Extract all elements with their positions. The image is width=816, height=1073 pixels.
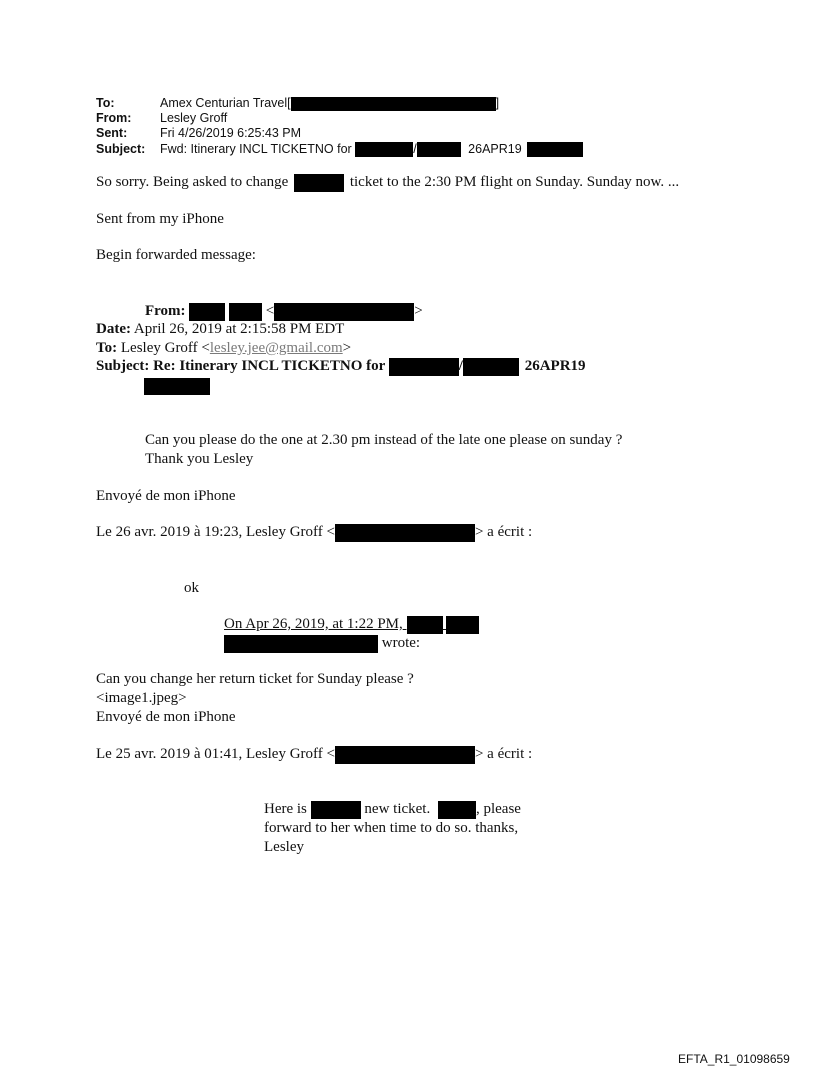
quote2-wrote: wrote:	[381, 635, 421, 651]
quote1-prefix: Le 26 avr. 2019 à 19:23, Lesley Groff <	[96, 524, 335, 540]
quote2-line-1	[224, 615, 479, 634]
subject-label: Subject:	[96, 142, 146, 156]
begin-forwarded: Begin forwarded message:	[96, 247, 256, 263]
from-value: Lesley Groff	[160, 111, 228, 125]
sent-from: Sent from my iPhone	[96, 211, 224, 227]
fwd-date-value: April 26, 2019 at 2:15:58 PM EDT	[133, 321, 345, 337]
redaction-block	[274, 303, 414, 321]
reply1-line-2: Thank you Lesley	[145, 451, 254, 467]
fwd-subject	[96, 357, 586, 376]
quote1-suffix: > a écrit :	[474, 524, 533, 540]
final-text: new ticket.	[364, 801, 431, 817]
fwd-to-email-link[interactable]: lesley.jee@gmail.com	[209, 340, 343, 356]
quote2-line-2	[224, 634, 420, 653]
final-line-2: forward to her when time to do so. thanks,	[264, 820, 519, 836]
message-line-1	[96, 173, 679, 192]
reply2-line-1: Can you change her return ticket for Sunday please ?	[96, 671, 414, 687]
fwd-date-label: Date:	[96, 321, 131, 337]
fwd-subject-slash: /	[458, 358, 463, 374]
subject-slash: /	[413, 142, 417, 156]
fwd-subject-redaction	[144, 377, 210, 395]
redaction-block	[144, 378, 210, 395]
redaction-block	[224, 635, 378, 653]
fwd-subject-date: 26APR19	[524, 358, 586, 374]
message-text: ticket to the 2:30 PM flight on Sunday. Sunday now. ...	[349, 174, 680, 190]
redaction-block	[417, 142, 461, 157]
redaction-block	[407, 616, 443, 634]
header-from	[96, 111, 227, 126]
redaction-block	[311, 801, 361, 819]
quote1-line	[96, 523, 532, 542]
fwd-to-close: >	[342, 340, 352, 356]
final-text: , please	[475, 801, 521, 817]
fwd-to-name: Lesley Groff <	[120, 340, 210, 356]
redaction-block	[438, 801, 476, 819]
final-line-3: Lesley	[264, 839, 304, 855]
reply2-line-2: <image1.jpeg>	[96, 690, 187, 706]
ok-text: ok	[184, 580, 199, 596]
subject-value: Fwd: Itinerary INCL TICKETNO for	[160, 142, 352, 156]
from-label: From:	[96, 111, 132, 125]
reply2-line-3: Envoyé de mon iPhone	[96, 709, 236, 725]
to-close: ]	[495, 96, 500, 110]
header-sent	[96, 126, 301, 141]
fwd-subject-value: Re: Itinerary INCL TICKETNO for	[153, 358, 386, 374]
quote3-suffix: > a écrit :	[474, 746, 533, 762]
fwd-from	[145, 302, 423, 321]
redaction-block	[389, 358, 459, 376]
redaction-block	[189, 303, 225, 321]
document-id: EFTA_R1_01098659	[678, 1052, 790, 1066]
fwd-from-label: From:	[145, 303, 186, 319]
fwd-to	[96, 339, 351, 358]
fwd-lt: <	[265, 303, 275, 319]
fwd-to-label: To:	[96, 340, 118, 356]
header-to	[96, 96, 499, 111]
fwd-gt: >	[414, 303, 423, 319]
final-text: Here is	[264, 801, 307, 817]
redaction-block	[446, 616, 479, 634]
subject-date: 26APR19	[468, 142, 522, 156]
redaction-block	[229, 303, 262, 321]
sent-label: Sent:	[96, 126, 128, 140]
quote3-line	[96, 745, 532, 764]
fwd-date	[96, 320, 344, 339]
redaction-block	[463, 358, 519, 376]
redaction-block	[294, 174, 344, 192]
redaction-block	[335, 746, 475, 764]
header-subject	[96, 142, 583, 157]
redaction-block	[527, 142, 583, 157]
envoye-line: Envoyé de mon iPhone	[96, 488, 236, 504]
message-text: So sorry. Being asked to change	[96, 174, 289, 190]
to-value: Amex Centurian Travel[	[160, 96, 291, 110]
sent-value: Fri 4/26/2019 6:25:43 PM	[160, 126, 302, 140]
final-line-1	[264, 800, 521, 819]
quote3-prefix: Le 25 avr. 2019 à 01:41, Lesley Groff <	[96, 746, 335, 762]
quote2-text: On Apr 26, 2019, at 1:22 PM,	[224, 616, 403, 632]
to-label: To:	[96, 96, 115, 110]
fwd-subject-label: Subject:	[96, 358, 150, 374]
reply1-line-1: Can you please do the one at 2.30 pm instead of the late one please on sunday ?	[145, 432, 623, 448]
redaction-block	[291, 97, 496, 111]
redaction-block	[335, 524, 475, 542]
redaction-block	[355, 142, 413, 157]
